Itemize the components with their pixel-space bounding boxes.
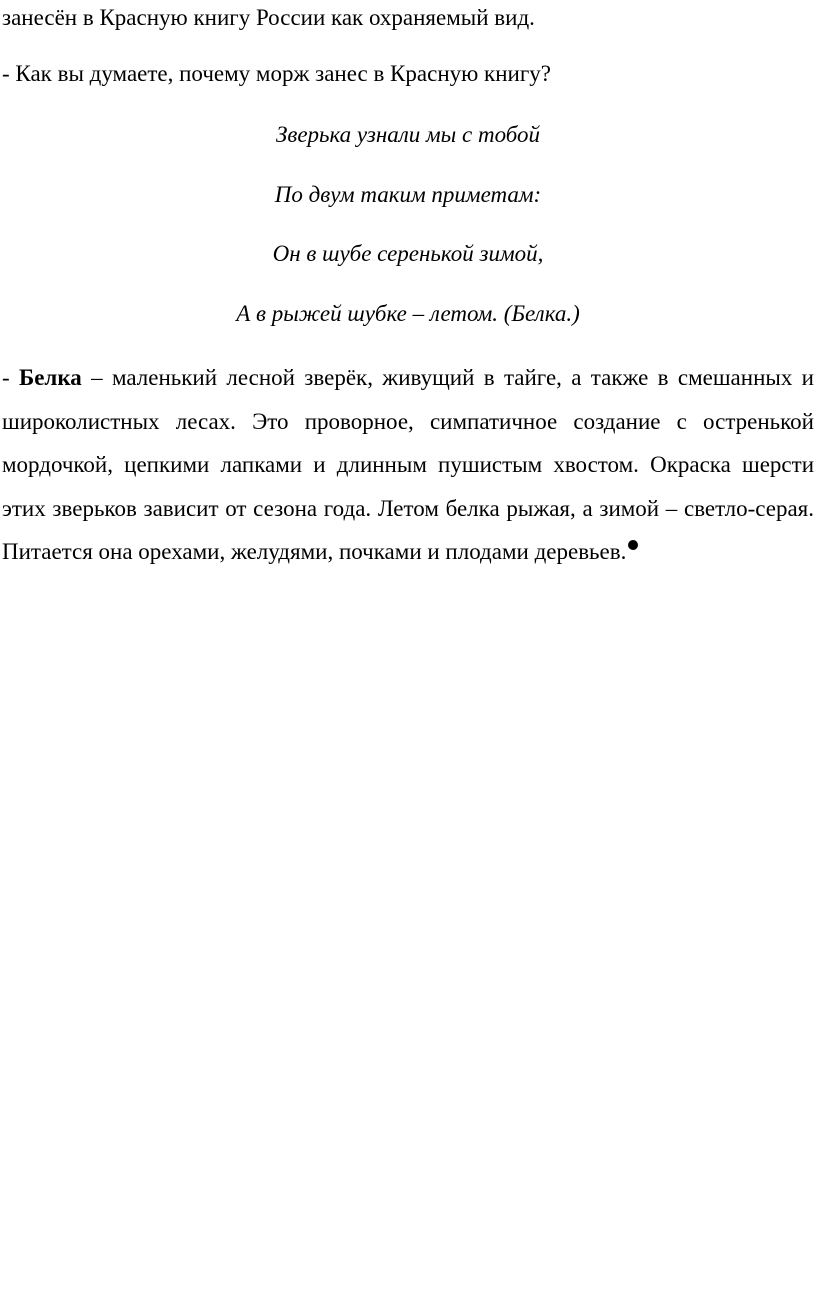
description-dash: - xyxy=(2,365,20,390)
description-text: – маленький лесной зверёк, живущий в тайге, а также в смешанных и широколистных лесах. Это проворное, симпатичное создание с остренькой мордочкой, цепкими лапками и длинным пушистым хвостом. Окраска шерсти этих зверьков зависит от сезона года. Летом белка рыжая, а зимой – светло-серая. Питается она орехами, желудями, почками и плодами деревьев. xyxy=(2,365,814,564)
riddle-line-1: Зверька узнали мы с тобой xyxy=(275,122,541,147)
question-line: - Как вы думаете, почему морж занес в Красную книгу? xyxy=(2,61,551,86)
bullet-mark xyxy=(628,540,638,550)
description-term: Белка xyxy=(19,365,82,390)
riddle-line-4: А в рыжей шубке – летом. (Белка.) xyxy=(236,301,580,326)
riddle-line-3: Он в шубе серенькой зимой, xyxy=(272,241,544,266)
riddle-line-2: По двум таким приметам: xyxy=(274,182,542,207)
squirrel-description xyxy=(2,356,814,574)
intro-line: занесён в Красную книгу России как охраняемый вид. xyxy=(2,5,535,30)
